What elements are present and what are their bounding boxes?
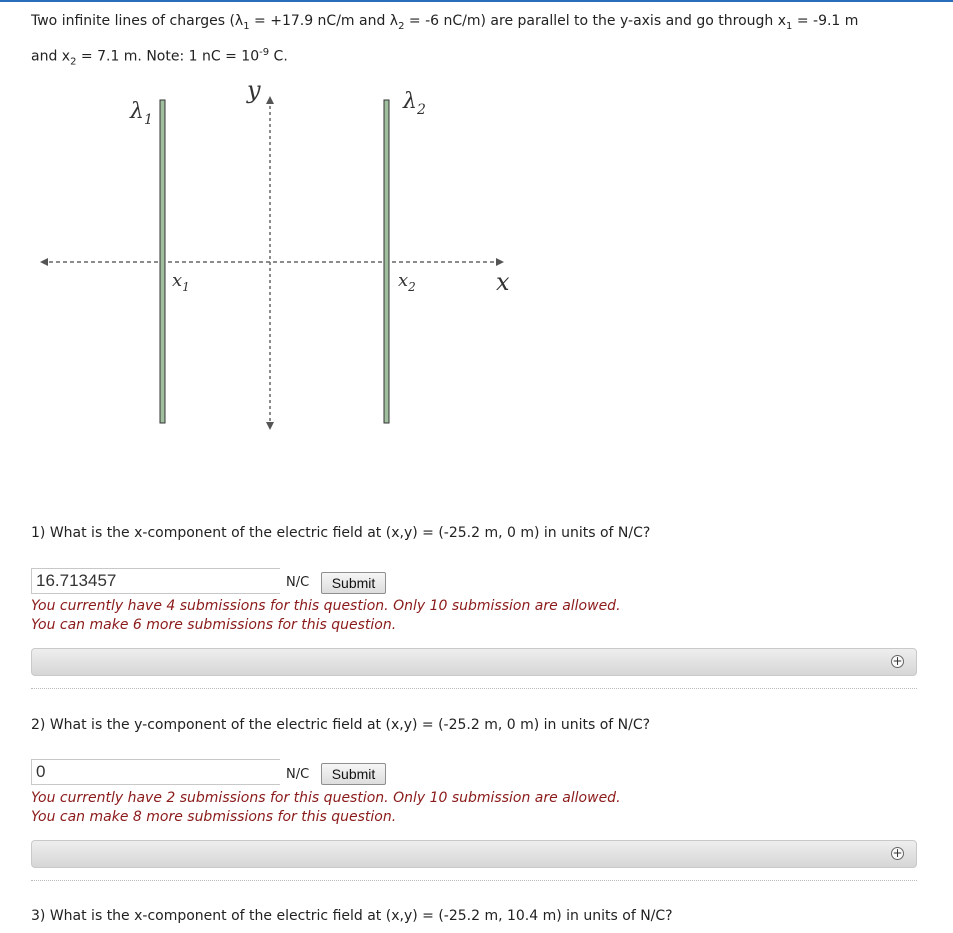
question-1-text: 1) What is the x-component of the electric field at (x,y) = (-25.2 m, 0 m) in units of N/C? bbox=[31, 525, 651, 541]
question-2-text: 2) What is the y-component of the electric field at (x,y) = (-25.2 m, 0 m) in units of N/C? bbox=[31, 717, 651, 733]
line-charge-2 bbox=[384, 100, 389, 423]
question-2-submit-button[interactable]: Submit bbox=[321, 763, 386, 785]
question-1-submission-info: You currently have 4 submissions for this question. Only 10 submission are allowed. You can make 6 more submissions for this question. bbox=[31, 598, 621, 633]
top-accent-line bbox=[0, 0, 953, 2]
question-2-hint-bar[interactable] bbox=[31, 840, 917, 868]
line-charge-1 bbox=[160, 100, 165, 423]
divider bbox=[31, 688, 917, 689]
lambda2-label: $\lambda_2$ bbox=[403, 89, 426, 118]
plus-circle-icon[interactable]: + bbox=[892, 846, 903, 860]
question-1-hint-bar[interactable] bbox=[31, 648, 917, 676]
question-2-submission-info: You currently have 2 submissions for this question. Only 10 submission are allowed. You can make 8 more submissions for this question. bbox=[31, 790, 621, 825]
x2-label: $x_2$ bbox=[398, 270, 416, 294]
x-axis-label: x bbox=[496, 268, 510, 296]
question-1-answer-input[interactable] bbox=[31, 568, 280, 594]
x1-label: $x_1$ bbox=[172, 270, 190, 294]
problem-statement: Two infinite lines of charges ($\lambda_1 = +17.9$ nC/m and $\lambda_2 = -6$ nC/m) are parallel to the y-axis and go through $x_1 = -9.1$ m and $x_2 = 7.1$ m. Note: 1 nC = $10^{-9}$ C. bbox=[31, 13, 859, 68]
question-1-submit-button[interactable]: Submit bbox=[321, 572, 386, 594]
question-3-text: 3) What is the x-component of the electric field at (x,y) = (-25.2 m, 10.4 m) in units of N/C? bbox=[31, 908, 673, 924]
charge-lines-diagram bbox=[30, 78, 530, 438]
divider bbox=[31, 880, 917, 881]
lambda1-label: $\lambda_1$ bbox=[130, 99, 153, 128]
plus-circle-icon[interactable]: + bbox=[892, 654, 903, 668]
question-2-answer-input[interactable] bbox=[31, 759, 280, 785]
y-axis-label: y bbox=[247, 78, 261, 104]
question-1-unit: N/C bbox=[286, 575, 310, 590]
question-2-unit: N/C bbox=[286, 767, 310, 782]
